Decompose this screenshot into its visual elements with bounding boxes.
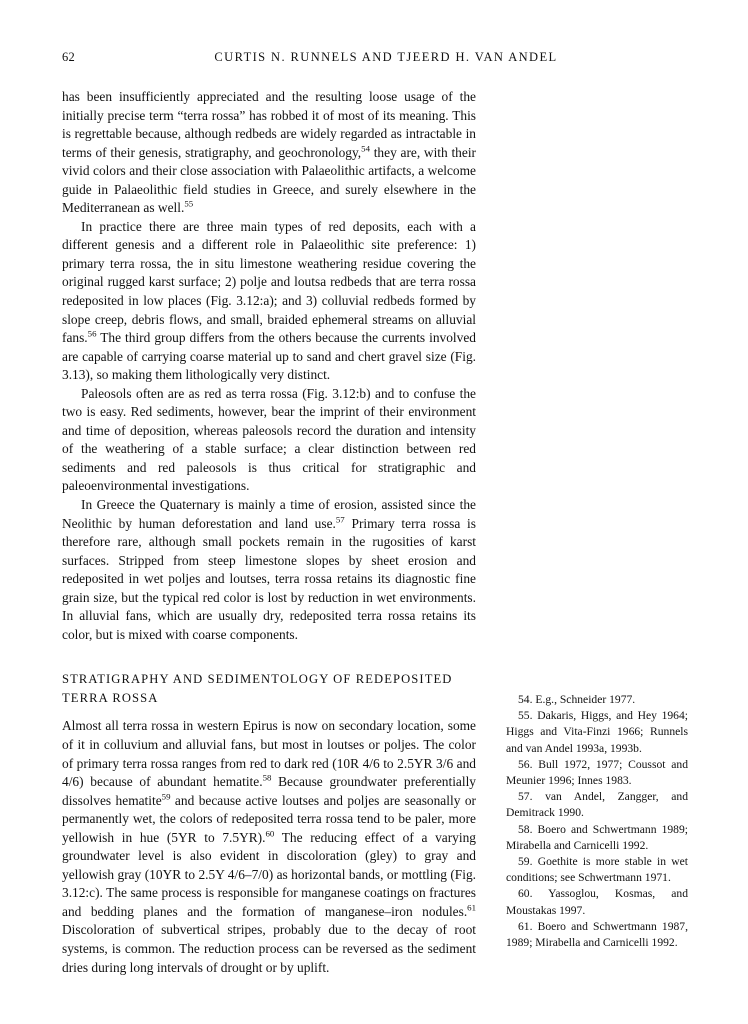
note-item: 59. Goethite is more stable in wet conditions; see Schwertmann 1971. bbox=[506, 855, 688, 885]
note-item: 60. Yassoglou, Kosmas, and Moustakas 1997. bbox=[506, 887, 688, 917]
paragraph: Paleosols often are as red as terra rossa (Fig. 3.12:b) and to confuse the two is easy. Red sediments, however, bear the imprint of their environment and time of deposition, whereas paleosols record the duration and intensity of the weathering of a stable surface; a clear distinction between red sediments and red paleosols is thus critical for stratigraphic and paleoenvironmental investigations. bbox=[62, 385, 476, 494]
running-head-title: CURTIS N. RUNNELS AND TJEERD H. VAN ANDEL bbox=[214, 50, 558, 64]
note-item: 56. Bull 1972, 1977; Coussot and Meunier 1996; Innes 1983. bbox=[506, 757, 688, 788]
note-item: 57. van Andel, Zangger, and Demitrack 1990. bbox=[506, 790, 688, 820]
main-text-column bbox=[62, 88, 476, 977]
marginal-notes bbox=[506, 692, 688, 951]
note-item: 58. Boero and Schwertmann 1989; Mirabella and Carnicelli 1992. bbox=[506, 822, 688, 852]
running-head bbox=[62, 50, 686, 68]
section-heading-line-2: TERRA ROSSA bbox=[62, 690, 159, 705]
section-heading-line-1: STRATIGRAPHY AND SEDIMENTOLOGY OF REDEPOSITED bbox=[62, 672, 453, 687]
paragraph: has been insufficiently appreciated and the resulting loose usage of the initially precise term “terra rossa” has robbed it of most of its meaning. This is regrettable because, although redbeds are widely regarded as intractable in terms of their genesis, stratigraphy, and geochronology,$^{54}$ they are, with their vivid colors and their close association with Palaeolithic artifacts, a welcome guide in Palaeolithic field studies in Greece, and surely elsewhere in the Mediterranean as well.$^{55}$ bbox=[62, 89, 476, 216]
paragraph: In Greece the Quaternary is mainly a time of erosion, assisted since the Neolithic by human deforestation and land use.$^{57}$ Primary terra rossa is therefore rare, although small pockets remain in the rugosities of karst surfaces. Stripped from steep limestone slopes by sheet erosion and redeposited in wet poljes and loutses, terra rossa retains its diagnostic fine grain size, but the typical red color is lost by reduction in wet environments. In alluvial fans, which are usually dry, redeposited terra rossa retains its color, but is mixed with coarse components. bbox=[62, 497, 476, 642]
note-item: 55. Dakaris, Higgs, and Hey 1964; Higgs and Vita-Finzi 1966; Runnels and van Andel 1993a, 1993b. bbox=[506, 709, 688, 755]
section-heading bbox=[62, 670, 476, 707]
paragraph: Almost all terra rossa in western Epirus is now on secondary location, some of it in colluvium and alluvial fans, but most in loutses or poljes. The color of primary terra rossa ranges from red to dark red (10R 4/6 to 2.5YR 3/6 and 4/6) because of abundant hematite.$^{58}$ Because groundwater preferentially dissolves hematite$^{59}$ and because active loutses and poljes are seasonally or permanently wet, the colors of redeposited terra rossa tend to be paler, more yellowish in hue (5YR to 7.5YR).$^{60}$ The reducing effect of a varying groundwater level is also evident in discoloration (gley) to gray and yellowish gray (10YR to 2.5Y 4/6–7/0) as horizontal bands, or mottling (Fig. 3.12:c). The same process is responsible for manganese coatings on fractures and bedding planes and the formation of manganese–iron nodules.$^{61}$ Discoloration of subvertical stripes, probably due to the decay of root systems, is common. The reduction process can be reversed as the sediment dries during long intervals of drought or by uplift. bbox=[62, 718, 476, 975]
note-item: 61. Boero and Schwertmann 1987, 1989; Mirabella and Carnicelli 1992. bbox=[506, 919, 688, 950]
note-item: 54. E.g., Schneider 1977. bbox=[518, 693, 636, 706]
page-number: 62 bbox=[62, 50, 76, 64]
paragraph: In practice there are three main types of red deposits, each with a different genesis and a different role in Palaeolithic site preference: 1) primary terra rossa, the in situ limestone weathering residue covering the original rugged karst surface; 2) polje and loutsa redbeds that are terra rossa redeposited in low places (Fig. 3.12:a); and 3) colluvial redbeds formed by slope creep, debris flows, and small, braided ephemeral streams on alluvial fans.$^{56}$ The third group differs from the others because the currents involved are capable of carrying coarse material up to sand and chert gravel size (Fig. 3.13), so making them lithologically very distinct. bbox=[62, 218, 476, 383]
